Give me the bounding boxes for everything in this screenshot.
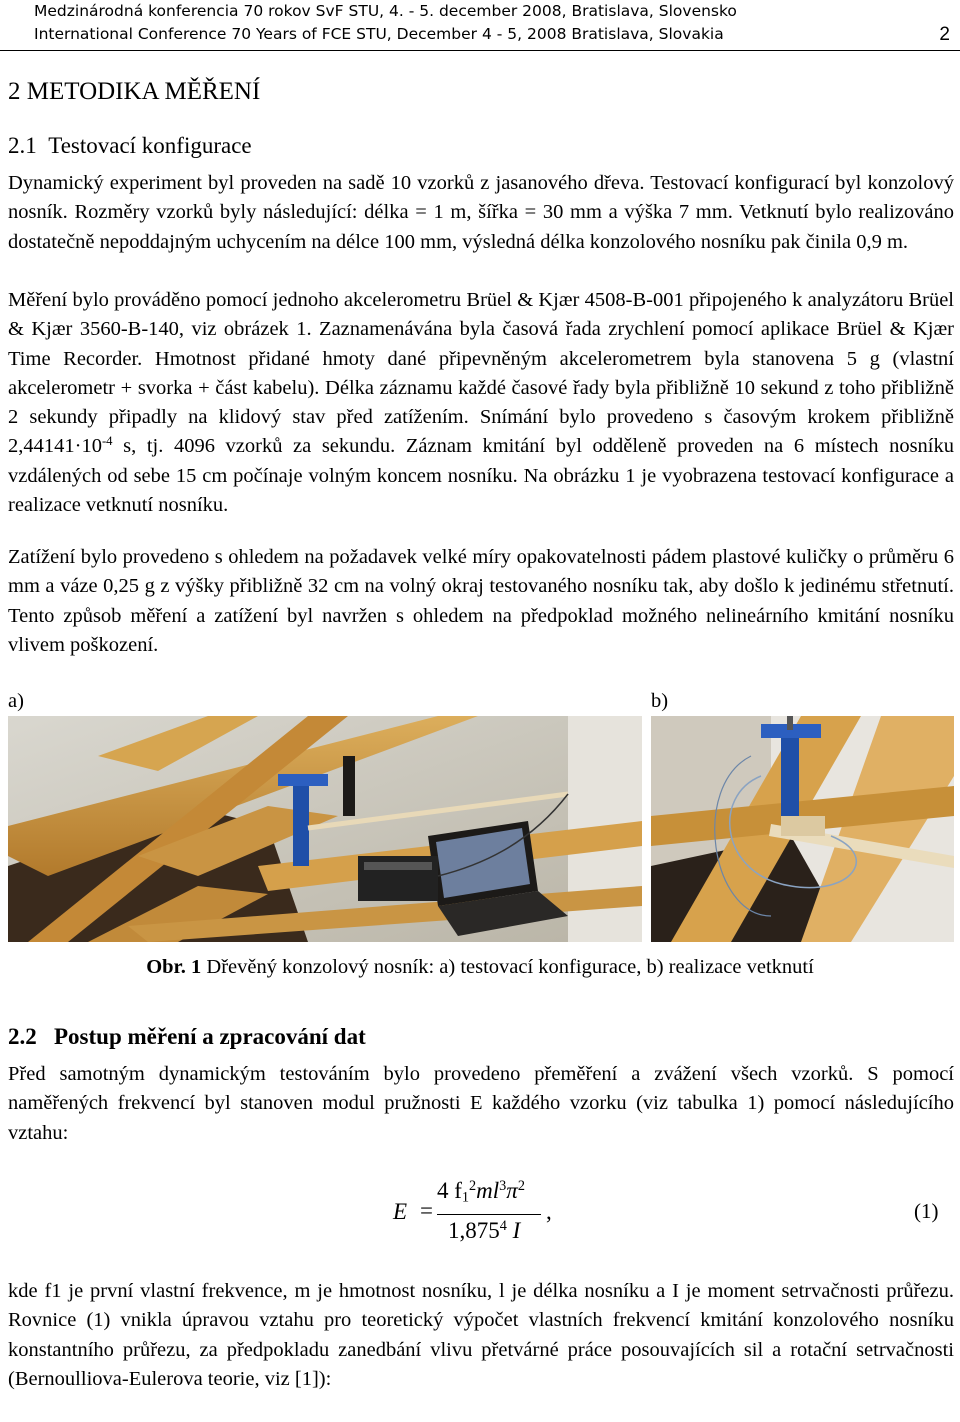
formula-denominator-text: 1,875 bbox=[448, 1218, 500, 1243]
photo-clamp-realization-drawing bbox=[651, 716, 954, 942]
photo-test-configuration bbox=[8, 716, 642, 942]
section-title: 2 METODIKA MĚŘENÍ bbox=[8, 78, 261, 105]
formula-numerator-text: 4 f bbox=[437, 1178, 462, 1203]
subsection-2-1-heading bbox=[8, 133, 252, 159]
paragraph-explanation: kde f1 je první vlastní frekvence, m je hmotnost nosníku, l je délka nosníku a I je moment setrvačnosti průřezu. Rovnice (1) vnikla úpravou vztahu pro teoretický výpočet vlastních frekvencí kmitání konzolového nosníku konstantního průřezu, za předpokladu zanedbání vlivu přetvárné práce posouvajících sil a rotační setrvačnosti (Bernoulliova-Eulerova teorie, viz [1]): bbox=[8, 1280, 954, 1390]
formula-sup: 2 bbox=[517, 1178, 525, 1195]
exponent: -4 bbox=[101, 434, 113, 449]
formula-sub: 1 bbox=[461, 1189, 470, 1206]
formula-numerator bbox=[437, 1178, 525, 1204]
subsection-number: 2.1 bbox=[8, 133, 37, 158]
formula-sup: 4 bbox=[499, 1218, 507, 1235]
photo-clamp-realization bbox=[651, 716, 954, 942]
conference-header-sk: Medzinárodná konferencia 70 rokov SvF STU, 4. - 5. december 2008, Bratislava, Slovensko bbox=[34, 2, 737, 20]
photo-test-configuration-drawing bbox=[8, 716, 642, 942]
paragraph-procedure: Před samotným dynamickým testováním bylo provedeno přeměření a zvážení všech vzorků. S pomocí naměřených frekvencí byl stanoven modul pružnosti E každého vzorku (viz tabulka 1) pomocí následujícího vztahu: bbox=[8, 1063, 954, 1144]
paragraph-measurement-text-b: s, tj. 4096 vzorků za sekundu. Záznam kmitání byl odděleně proveden na 6 místech nosníku vzdálených od sebe 15 cm počínaje volným koncem nosníku. Na obrázku 1 je vyobrazena testovací konfigurace a realizace vetknutí nosníku. bbox=[8, 435, 954, 517]
header-rule bbox=[0, 50, 960, 51]
formula-i: I bbox=[512, 1218, 521, 1243]
figure-label-b: b) bbox=[651, 690, 669, 712]
paragraph-configuration: Dynamický experiment byl proveden na sadě 10 vzorků z jasanového dřeva. Testovací konfigurací byl konzolový nosník. Rozměry vzorků byly následující: délka = 1 m, šířka = 30 mm a výška 7 mm. Vetknutí bylo realizováno dostatečně nepoddajným uchycením na délce 100 mm, výsledná délka konzolového nosníku pak činila 0,9 m. bbox=[8, 172, 954, 253]
figure-caption-text: Dřevěný konzolový nosník: a) testovací konfigurace, b) realizace vetknutí bbox=[201, 956, 814, 978]
formula-sup: 3 bbox=[499, 1178, 507, 1195]
formula-ml: ml bbox=[476, 1178, 500, 1203]
formula-pi: π bbox=[506, 1178, 518, 1203]
conference-header-en: International Conference 70 Years of FCE STU, December 4 - 5, 2008 Bratislava, Slovakia bbox=[34, 25, 724, 43]
subsection-title: Postup měření a zpracování dat bbox=[54, 1024, 366, 1049]
formula-number: (1) bbox=[914, 1199, 939, 1223]
formula-equals: = bbox=[420, 1198, 433, 1223]
subsection-title: Testovací konfigurace bbox=[48, 133, 252, 158]
figure-caption-label: Obr. 1 bbox=[146, 956, 202, 978]
paragraph-measurement bbox=[8, 286, 954, 520]
subsection-number: 2.2 bbox=[8, 1024, 37, 1049]
paragraph-measurement-text-a: Měření bylo prováděno pomocí jednoho akcelerometru Brüel & Kjær 4508-B-001 připojeného k analyzátoru Brüel & Kjær 3560-B-140, viz obrázek 1. Zaznamenávána byla časová řada zrychlení pomocí aplikace Brüel & Kjær Time Recorder. Hmotnost přidané hmoty dané připevněným akcelerometrem byla stanovena 5 g (vlastní akcelerometr + svorka + část kabelu). Délka záznamu každé časové řady byla přibližně 10 sekund z toho přibližně 2 sekundy připadly na klidový stav před zatížením. Snímání bylo provedeno s časovým krokem přibližně 2,44141·10 bbox=[8, 289, 954, 458]
formula-fraction-bar bbox=[437, 1214, 541, 1215]
formula-lhs: E bbox=[393, 1199, 408, 1224]
page-number: 2 bbox=[939, 24, 950, 45]
formula-denominator bbox=[448, 1218, 520, 1244]
figure-label-a: a) bbox=[8, 690, 24, 712]
subsection-2-2-heading bbox=[8, 1024, 366, 1050]
formula-sup: 2 bbox=[469, 1178, 477, 1195]
figure-caption bbox=[0, 956, 960, 979]
paragraph-loading: Zatížení bylo provedeno s ohledem na požadavek velké míry opakovatelnosti pádem plastové kuličky o průměru 6 mm a váze 0,25 g z výšky přibližně 32 cm na volný okraj testovaného nosníku tak, aby došlo k jedinému střetnutí. Tento způsob měření a zatížení byl navržen s ohledem na předpoklad možného nelineárního kmitání nosníku vlivem poškození. bbox=[8, 546, 954, 656]
formula-comma: , bbox=[546, 1199, 552, 1224]
